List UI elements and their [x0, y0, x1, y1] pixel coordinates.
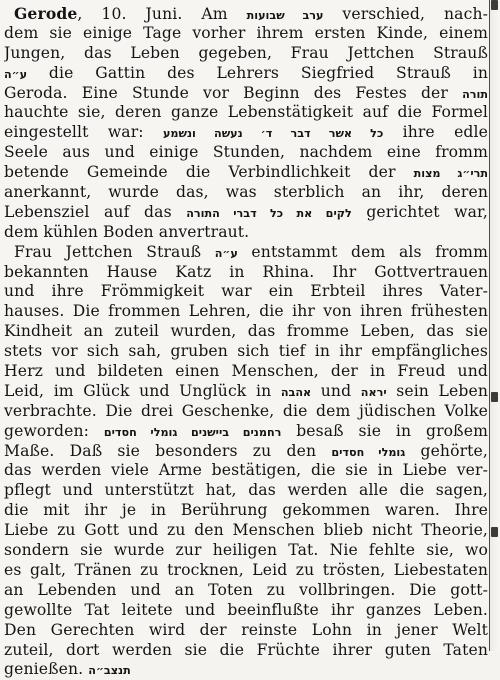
- text-segment: Geroda. Eine Stunde vor Beginn des Festes der: [4, 83, 463, 102]
- text-line: [4, 223, 488, 243]
- text-line: [4, 4, 488, 24]
- text-segment: die Gattin des Lehrers Siegfried Strauß in: [27, 63, 488, 82]
- text-line: [4, 442, 488, 462]
- text-segment: sondern sie wurde zur heiligen Tat. Nie fehlte sie, wo: [4, 541, 488, 560]
- hebrew-phrase: כל אשר דבר ד׳ נעשה ונשמע: [162, 127, 384, 141]
- text-segment: eingestellt war:: [4, 123, 163, 142]
- text-segment: Kindheit an zuteil wurden, das fromme Leben, das sie: [4, 322, 488, 341]
- text-line: [4, 24, 488, 44]
- hebrew-phrase: ערב שבועות: [246, 9, 324, 22]
- text-segment: verschied, nach-: [323, 5, 488, 23]
- page-fold-edge: [489, 0, 498, 651]
- text-line: [4, 541, 488, 561]
- text-segment: genießen.: [4, 660, 84, 679]
- text-segment: es galt, Tränen zu trocknen, Leid zu trösten, Liebestaten: [4, 560, 488, 579]
- text-segment: Herz und bildeten einen Menschen, der in Freud und: [4, 362, 488, 381]
- text-segment: dem kühlen Boden anvertraut.: [4, 222, 250, 241]
- edge-mark: [491, 0, 498, 10]
- hebrew-phrase: תנצב״ה: [88, 664, 131, 678]
- text-segment: hauchte sie, deren ganze Lebenstätigkeit auf die Formel: [4, 103, 488, 122]
- text-segment: und ihre Frömmigkeit war ein Erbteil ihres Vater-: [4, 282, 488, 301]
- text-line: [4, 402, 488, 422]
- text-segment: sein Leben: [386, 381, 488, 400]
- text-segment: Den Gerechten wird der reinste Lohn in jener Welt: [4, 620, 488, 639]
- text-segment: dem sie einige Tage vorher ihrem ersten Kinde, einem: [4, 23, 488, 42]
- text-segment: geworden:: [4, 421, 104, 440]
- text-line: [4, 501, 488, 521]
- edge-mark: [491, 527, 498, 537]
- text-line: [4, 322, 488, 342]
- text-line: [4, 44, 488, 64]
- text-segment: pflegt und unterstützt hat, das werden alle die sagen,: [4, 481, 488, 500]
- text-segment: Frau Jettchen Strauß: [14, 242, 215, 261]
- text-line: [4, 660, 488, 680]
- text-segment: verbrachte. Die drei Geschenke, die dem jüdischen Volke: [4, 401, 488, 420]
- hebrew-phrase: תרי״ג מצות: [413, 167, 488, 181]
- text-line: [4, 203, 488, 223]
- hebrew-phrase: אהבה: [280, 385, 312, 399]
- text-line: [4, 422, 488, 442]
- text-line: [4, 382, 488, 402]
- text-segment: Jungen, das Leben gegeben, Frau Jettchen Strauß: [4, 43, 488, 62]
- text-segment: zuteil, dort werden sie die Früchte ihrer guten Taten: [4, 640, 488, 659]
- text-segment: die mit ihr je in Berührung gekommen waren. Ihre: [4, 501, 488, 520]
- text-segment: besaß sie in großem: [281, 421, 488, 440]
- text-segment: betende Gemeinde die Verbindlichkeit der: [4, 163, 414, 182]
- text-segment: gehörte,: [405, 441, 488, 460]
- text-line: [4, 263, 488, 283]
- text-line: [4, 243, 488, 263]
- text-segment: Maße. Daß sie besonders zu den: [4, 441, 332, 460]
- text-line: [4, 143, 488, 163]
- text-segment: anerkannt, wurde das, was sterblich an ihr, deren: [4, 183, 488, 202]
- obituary-article: [4, 4, 488, 680]
- text-line: [4, 561, 488, 581]
- text-segment: und: [311, 381, 361, 400]
- text-line: [4, 163, 488, 183]
- text-segment: , 10. Juni. Am: [77, 5, 247, 23]
- text-segment: ihre edle: [383, 123, 488, 142]
- hebrew-phrase: תורה: [462, 87, 488, 101]
- text-line: [4, 84, 488, 104]
- hebrew-phrase: ע״ה: [4, 67, 28, 81]
- text-segment: hauses. Die frommen Lehren, die ihr von ihren frühesten: [4, 302, 488, 321]
- dateline-place: Gerode: [14, 4, 78, 23]
- text-segment: Leid, im Glück und Unglück in: [4, 381, 281, 400]
- text-segment: entstammt dem als fromm: [237, 242, 488, 261]
- text-line: [4, 641, 488, 661]
- text-line: [4, 342, 488, 362]
- text-line: [4, 581, 488, 601]
- text-line: [4, 621, 488, 641]
- text-line: [4, 481, 488, 501]
- text-line: [4, 362, 488, 382]
- hebrew-phrase: לקים את כל דברי התורה: [186, 206, 352, 220]
- text-line: [4, 521, 488, 541]
- text-line: [4, 601, 488, 621]
- hebrew-phrase: גומלי חסדים: [331, 445, 406, 459]
- article-paragraph: [4, 4, 488, 243]
- text-segment: gewollte Tat leitete und beeinflußte ihr ganzes Leben.: [4, 600, 488, 619]
- text-segment: das werden viele Arme bestätigen, die sie in Liebe ver-: [4, 461, 488, 480]
- text-segment: an Lebenden und an Toten zu vollbringen. Die gott-: [4, 580, 488, 599]
- text-segment: Lebensziel auf das: [4, 202, 187, 221]
- text-segment: Seele aus und einige Stunden, nachdem eine fromm: [4, 143, 488, 162]
- edge-mark: [491, 392, 498, 402]
- text-segment: stets vor sich sah, gruben sich tief in ihr empfängliches: [4, 342, 488, 361]
- text-segment: gerichtet war,: [351, 202, 488, 221]
- text-line: [4, 123, 488, 143]
- hebrew-phrase: יראה: [360, 385, 387, 399]
- text-segment: bekannten Hause Katz in Rhina. Ihr Gottvertrauen: [4, 262, 488, 281]
- text-line: [4, 461, 488, 481]
- text-line: [4, 183, 488, 203]
- text-segment: Liebe zu Gott und zu den Menschen blieb nicht Theorie,: [4, 521, 488, 540]
- text-line: [4, 64, 488, 84]
- text-line: [4, 282, 488, 302]
- hebrew-phrase: ע״ה: [214, 246, 238, 260]
- text-line: [4, 302, 488, 322]
- article-paragraph: [4, 243, 488, 680]
- hebrew-phrase: רחמנים ביישנים גומלי חסדים: [103, 425, 282, 439]
- text-line: [4, 103, 488, 123]
